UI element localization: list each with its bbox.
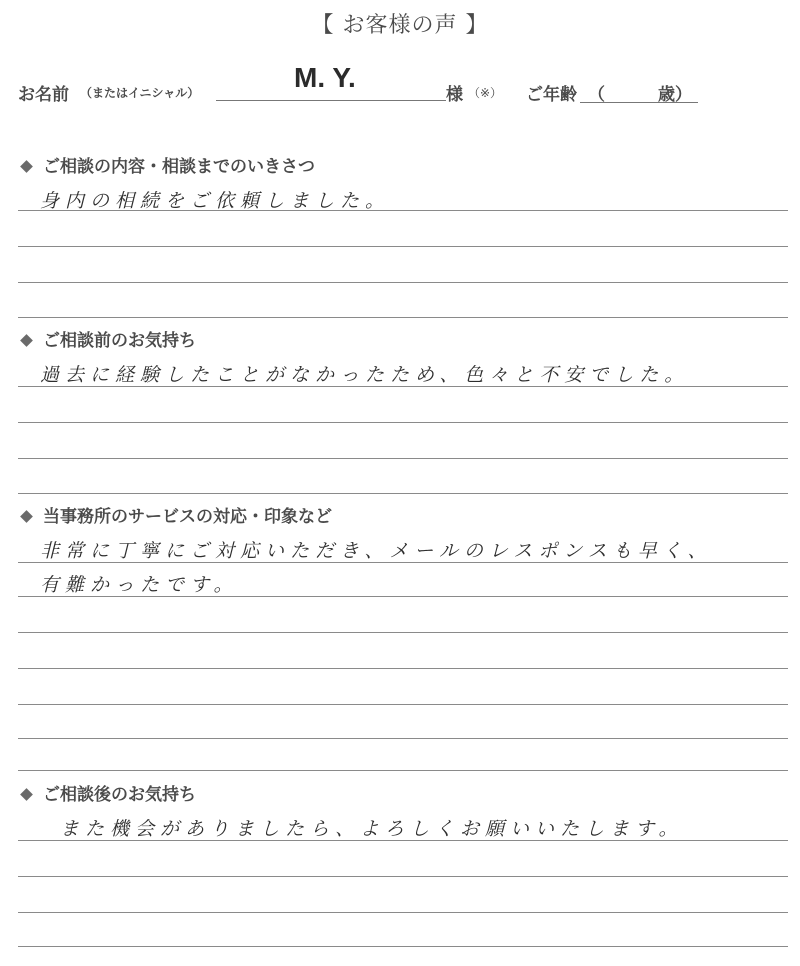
name-underline [216,100,446,101]
section-heading-consultation: ご相談の内容・相談までのいきさつ [18,152,315,177]
ruled-line [18,458,788,459]
age-underline [580,102,698,103]
name-label: お名前 [18,85,69,105]
answer-before-line1: 過去に経験したことがなかったため、色々と不安でした。 [40,364,690,386]
diamond-bullet-icon [20,334,33,347]
section-heading-service: 当事務所のサービスの対応・印象など [18,502,332,527]
ruled-line [18,422,788,423]
answer-service-line2: 有難かったです。 [40,574,239,596]
ruled-line [18,493,788,494]
ruled-line [18,876,788,877]
ruled-line [18,770,788,771]
age-label: ご年齢 [526,85,577,105]
ruled-line [18,596,788,597]
section-heading-before: ご相談前のお気持ち [18,326,196,351]
answer-service-line1: 非常に丁寧にご対応いただき、メールのレスポンスも早く、 [40,540,713,562]
ruled-line [18,562,788,563]
ruled-line [18,246,788,247]
section-heading-after: ご相談後のお気持ち [18,780,196,805]
ruled-line [18,738,788,739]
ruled-line [18,946,788,947]
customer-info-row [18,62,788,106]
ruled-line [18,912,788,913]
ruled-line [18,632,788,633]
page-title: 【 お客様の声 】 [311,13,489,38]
name-value: M. Y. [294,62,356,93]
ruled-line [18,386,788,387]
ruled-line [18,704,788,705]
honorific: 様 [446,85,463,105]
honorific-note: （※） [468,86,503,100]
age-open-paren: （ [588,85,605,105]
ruled-line [18,210,788,211]
diamond-bullet-icon [20,160,33,173]
ruled-line [18,668,788,669]
diamond-bullet-icon [20,510,33,523]
ruled-line [18,840,788,841]
diamond-bullet-icon [20,788,33,801]
ruled-line [18,317,788,318]
ruled-line [18,282,788,283]
age-unit: 歳） [658,85,692,105]
answer-after-line1: また機会がありましたら、よろしくお願いいたします。 [60,818,684,840]
name-hint: （またはイニシャル） [80,86,200,100]
answer-consultation-line1: 身内の相続をご依頼しました。 [40,190,391,212]
